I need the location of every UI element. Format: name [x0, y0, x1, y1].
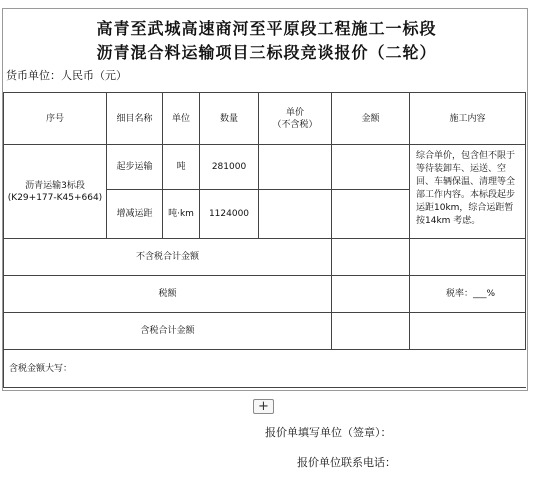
- total-in-words-label[interactable]: 含税金额大写：: [4, 350, 526, 388]
- add-row-button[interactable]: +: [253, 399, 274, 414]
- tax-amount[interactable]: [332, 276, 410, 313]
- header-unit-price-label: 单价: [285, 107, 304, 118]
- group-name: 沥青运输3标段: [25, 180, 85, 191]
- total-row: [4, 313, 526, 350]
- document-title-line-1: 高青至武城高速商河至平原段工程施工一标段: [96, 19, 437, 38]
- group-cell: [4, 145, 107, 239]
- tax-rate-label[interactable]: 税率：___%: [410, 276, 526, 313]
- header-work-content: 施工内容: [410, 93, 526, 145]
- header-item-name: 细目名称: [107, 93, 163, 145]
- row-2-unit: 吨·km: [163, 190, 200, 239]
- tax-row: [4, 276, 526, 313]
- group-stake-range: (K29+177-K45+664): [7, 192, 103, 203]
- header-index: 序号: [4, 93, 107, 145]
- subtotal-excl-tax-amount[interactable]: [332, 239, 410, 276]
- signer-label: 报价单填写单位（签章）：: [265, 426, 392, 439]
- total-incl-tax-label: 含税合计金额: [4, 313, 332, 350]
- table-row: [4, 145, 526, 190]
- subtotal-excl-tax-label: 不含税合计金额: [4, 239, 332, 276]
- row-2-unit-price-cell[interactable]: [259, 190, 332, 239]
- tax-label: 税额: [4, 276, 332, 313]
- header-unit-price-note: （不含税）: [272, 119, 318, 130]
- subtotal-row: [4, 239, 526, 276]
- row-2-item-name: 增减运距: [107, 190, 163, 239]
- total-incl-tax-amount[interactable]: [332, 313, 410, 350]
- header-quantity: 数量: [200, 93, 259, 145]
- row-1-amount-cell[interactable]: [332, 145, 410, 190]
- row-2-quantity: 1124000: [200, 190, 259, 239]
- work-content-note: 综合单价，包含但不限于等待装卸车、运送、空回、车辆保温、清理等全部工作内容。本标段起步运距10km，综合运距暂按14km 考虑。: [410, 145, 526, 239]
- document-title-line-2: 沥青混合料运输项目三标段竞谈报价（二轮）: [96, 43, 437, 62]
- row-1-quantity: 281000: [200, 145, 259, 190]
- header-unit: 单位: [163, 93, 200, 145]
- amount-in-words-row: [4, 350, 526, 388]
- row-2-amount-cell[interactable]: [332, 190, 410, 239]
- row-1-item-name: 起步运输: [107, 145, 163, 190]
- contact-phone-label: 报价单位联系电话：: [297, 456, 396, 469]
- row-1-unit-price-cell[interactable]: [259, 145, 332, 190]
- table-header-row: [4, 93, 526, 145]
- header-unit-price: [259, 93, 332, 145]
- total-incl-tax-blank: [410, 313, 526, 350]
- row-1-unit: 吨: [163, 145, 200, 190]
- quotation-table: [3, 92, 526, 388]
- subtotal-excl-tax-blank: [410, 239, 526, 276]
- currency-unit-label: 货币单位：人民币（元）: [6, 69, 127, 82]
- header-amount: 金额: [332, 93, 410, 145]
